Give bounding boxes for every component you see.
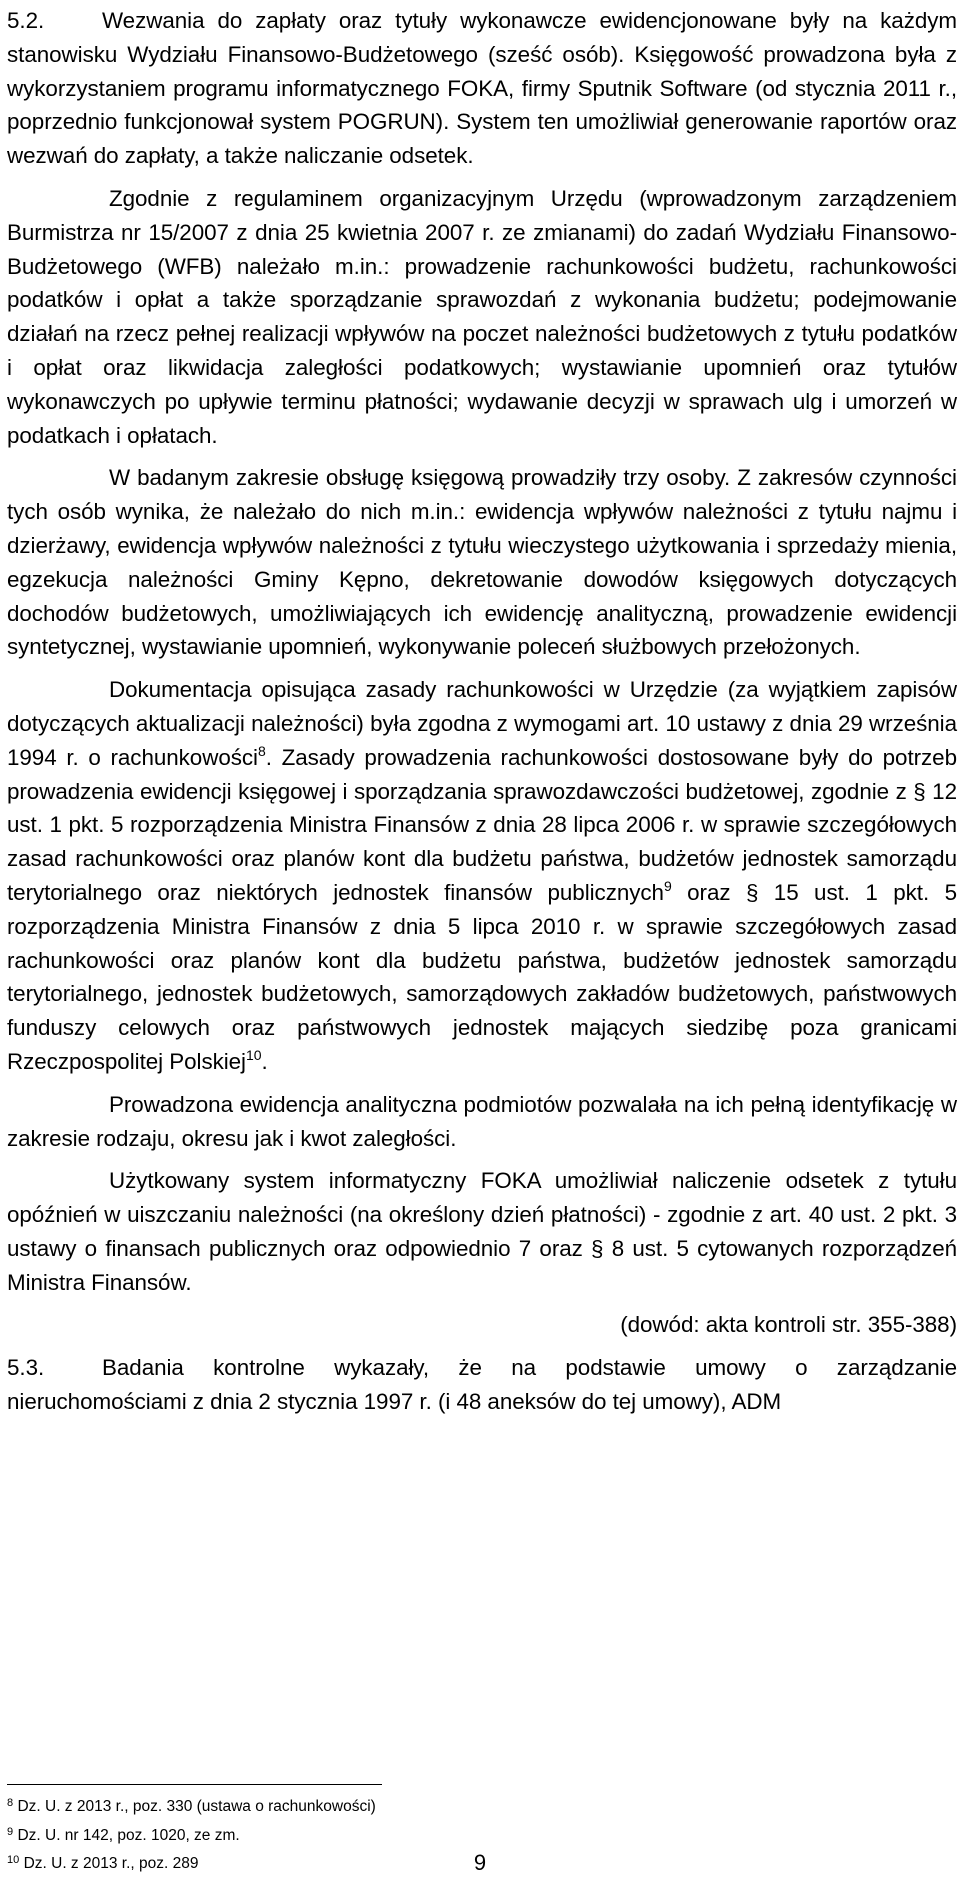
- paragraph-dokumentacja: [7, 673, 957, 1079]
- paragraph-text: Dokumentacja opisująca zasady rachunkowości w Urzędzie (za wyjątkiem zapisów dotyczących aktualizacji należności) była zgodna z wymogami art. 10 ustawy z dnia 29 września 1994 r. o rachunkowości: [7, 677, 957, 770]
- footnote-separator: [7, 1784, 382, 1785]
- section-5-3: [7, 1351, 957, 1419]
- footnote-text: Dz. U. z 2013 r., poz. 289: [23, 1855, 199, 1872]
- footnote-text: Dz. U. nr 142, poz. 1020, ze zm.: [17, 1826, 240, 1844]
- footnote-item: [7, 1793, 807, 1822]
- paragraph-text: . Zasady prowadzenia rachunkowości dostosowane były do potrzeb prowadzenia ewidencji księgowej i sporządzania sprawozdawczości budżetowej, zgodnie z § 12 ust. 1 pkt. 5 rozporządzenia Ministra Finansów z dnia 28 lipca 2006 r. w sprawie szczegółowych zasad rachunkowości oraz planów kont dla budżetu państwa, budżetów jednostek samorządu terytorialnego oraz niektórych jednostek finansów publicznych: [7, 744, 957, 905]
- section-number: 5.3.: [7, 1355, 45, 1381]
- footnote-text: Dz. U. z 2013 r., poz. 330 (ustawa o rachunkowości): [17, 1798, 376, 1815]
- body-text: [7, 4, 957, 1419]
- footnote-item: [7, 1822, 807, 1851]
- paragraph-system-foka: Użytkowany system informatyczny FOKA umożliwiał naliczenie odsetek z tytułu opóźnień w uiszczaniu należności (na określony dzień płatności) - zgodnie z art. 40 ust. 2 pkt. 3 ustawy o finansach publicznych oraz odpowiednio 7 oraz § 8 ust. 5 cytowanych rozporządzeń Ministra Finansów.: [7, 1168, 957, 1295]
- paragraph-obsluga: W badanym zakresie obsługę księgową prowadziły trzy osoby. Z zakresów czynności tych osób wynika, że należało do nich m.in.: ewidencja wpływów należności z tytułu najmu i dzierżawy, ewidencja wpływów należności z tytułu wieczystego użytkowania i sprzedaży mienia, egzekucja należności Gminy Kępno, dekretowanie dowodów księgowych dotyczących dochodów budżetowych, umożliwiających ich ewidencję analityczną, prowadzenie ewidencji syntetycznej, wystawianie upomnień, wykonywanie poleceń służbowych przełożonych.: [7, 465, 957, 660]
- paragraph-regulamin: Zgodnie z regulaminem organizacyjnym Urzędu (wprowadzonym zarządzeniem Burmistrza nr 15/2007 z dnia 25 kwietnia 2007 r. ze zmianami) do zadań Wydziału Finansowo-Budżetowego (WFB) należało m.in.: prowadzenie rachunkowości budżetu, rachunkowości podatków i opłat a także sporządzanie sprawozdań z wykonania budżetu; podejmowanie działań na rzecz pełnej realizacji wpływów na poczet należności budżetowych z tytułu podatków i opłat oraz likwidacja zaległości podatkowych; wystawianie upomnień oraz tytułów wykonawczych po upływie terminu płatności; wydawanie decyzji w sprawach ulg i umorzeń w podatkach i opłatach.: [7, 185, 957, 448]
- section-number: 5.2.: [7, 8, 45, 33]
- evidence-reference: (dowód: akta kontroli str. 355-388): [620, 1312, 957, 1338]
- paragraph-text: Wezwania do zapłaty oraz tytuły wykonawcze ewidencjonowane były na każdym stanowisku Wydziału Finansowo-Budżetowego (sześć osób). Księgowość prowadzona była z wykorzystaniem programu informatycznego FOKA, firmy Sputnik Software (od stycznia 2011 r., poprzednio funkcjonował system POGRUN). System ten umożliwiał generowanie raportów oraz wezwań do zapłaty, a także naliczanie odsetek.: [7, 8, 957, 169]
- paragraph-ewidencja: Prowadzona ewidencja analityczna podmiotów pozwalała na ich pełną identyfikację w zakresie rodzaju, okresu jak i kwot zaległości.: [7, 1091, 957, 1151]
- section-5-2-intro: [7, 4, 957, 173]
- paragraph-text: oraz § 15 ust. 1 pkt. 5 rozporządzenia Ministra Finansów z dnia 5 lipca 2010 r. w sprawie szczegółowych zasad rachunkowości oraz planów kont dla budżetu państwa, budżetów jednostek samorządu terytorialnego, jednostek budżetowych, samorządowych zakładów budżetowych, państwowych funduszy celowych oraz państwowych jednostek mających siedzibę poza granicami Rzeczpospolitej Polskiej: [7, 879, 957, 1074]
- paragraph-text: .: [261, 1048, 268, 1074]
- footnote-number: 10: [7, 1854, 20, 1866]
- paragraph-text: Badania kontrolne wykazały, że na podstawie umowy o zarządzanie nieruchomościami z dnia 2 stycznia 1997 r. (i 48 aneksów do tej umowy), ADM: [7, 1355, 957, 1415]
- footnote-number: 9: [7, 1825, 14, 1838]
- footnote-ref: 8: [257, 742, 266, 759]
- footnote-ref: 10: [246, 1046, 262, 1063]
- page-number: 9: [473, 1850, 487, 1875]
- footnote-ref: 9: [663, 877, 672, 894]
- footnote-number: 8: [7, 1797, 14, 1809]
